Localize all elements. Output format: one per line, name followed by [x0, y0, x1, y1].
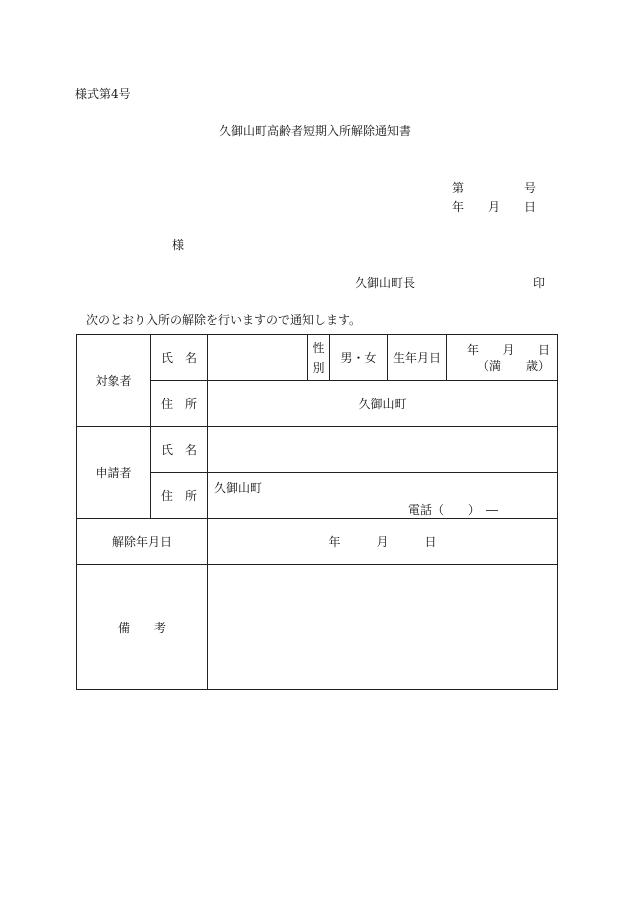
applicant-phone: 電話（ ） ― — [408, 503, 499, 517]
addressee-suffix: 様 — [172, 238, 185, 252]
remarks-label: 備 考 — [77, 565, 208, 690]
subject-address-field[interactable]: 久御山町 — [208, 381, 558, 427]
age-close: 歳） — [525, 358, 550, 373]
subject-name-label: 氏 名 — [151, 335, 208, 381]
release-month: 月 — [376, 535, 389, 549]
remarks-row — [77, 565, 558, 690]
applicant-label: 申請者 — [77, 427, 151, 519]
applicant-address-label: 住 所 — [151, 473, 208, 519]
number-prefix: 第 — [452, 181, 465, 195]
document-title: 久御山町高齢者短期入所解除通知書 — [218, 124, 411, 138]
seal-mark: 印 — [533, 276, 546, 290]
sex-label-bottom: 別 — [312, 360, 325, 375]
applicant-address-field[interactable] — [208, 473, 558, 519]
issue-month: 月 — [488, 200, 501, 214]
dob-year: 年 — [467, 342, 480, 357]
dob-field[interactable] — [447, 335, 558, 381]
applicant-name-row — [77, 427, 558, 473]
applicant-town: 久御山町 — [214, 481, 263, 495]
subject-address-label: 住 所 — [151, 381, 208, 427]
subject-name-row — [77, 335, 558, 381]
release-date-label: 解除年月日 — [77, 519, 208, 565]
applicant-name-label: 氏 名 — [151, 427, 208, 473]
dob-day: 日 — [537, 342, 550, 357]
applicant-name-field[interactable] — [208, 427, 558, 473]
number-suffix: 号 — [524, 181, 537, 195]
age-open: （満 — [477, 358, 502, 373]
release-form-table — [76, 334, 558, 690]
issue-day: 日 — [524, 200, 537, 214]
release-date-row — [77, 519, 558, 565]
issue-date-line — [452, 198, 536, 215]
remarks-field[interactable] — [208, 565, 558, 690]
sex-label — [308, 335, 330, 381]
sex-selection[interactable]: 男・女 — [330, 335, 388, 381]
dob-month: 月 — [502, 342, 515, 357]
document-number-line — [452, 179, 536, 196]
release-day: 日 — [424, 535, 437, 549]
issue-year: 年 — [452, 200, 465, 214]
release-year: 年 — [328, 535, 341, 549]
issuer-name: 久御山町長 — [355, 276, 416, 290]
sex-label-top: 性 — [312, 340, 325, 355]
form-number: 様式第4号 — [75, 87, 131, 101]
release-date-field[interactable] — [208, 519, 558, 565]
dob-label: 生年月日 — [388, 335, 447, 381]
subject-name-field[interactable] — [208, 335, 308, 381]
subject-label: 対象者 — [77, 335, 151, 427]
intro-text: 次のとおり入所の解除を行いますので通知します。 — [86, 313, 362, 327]
